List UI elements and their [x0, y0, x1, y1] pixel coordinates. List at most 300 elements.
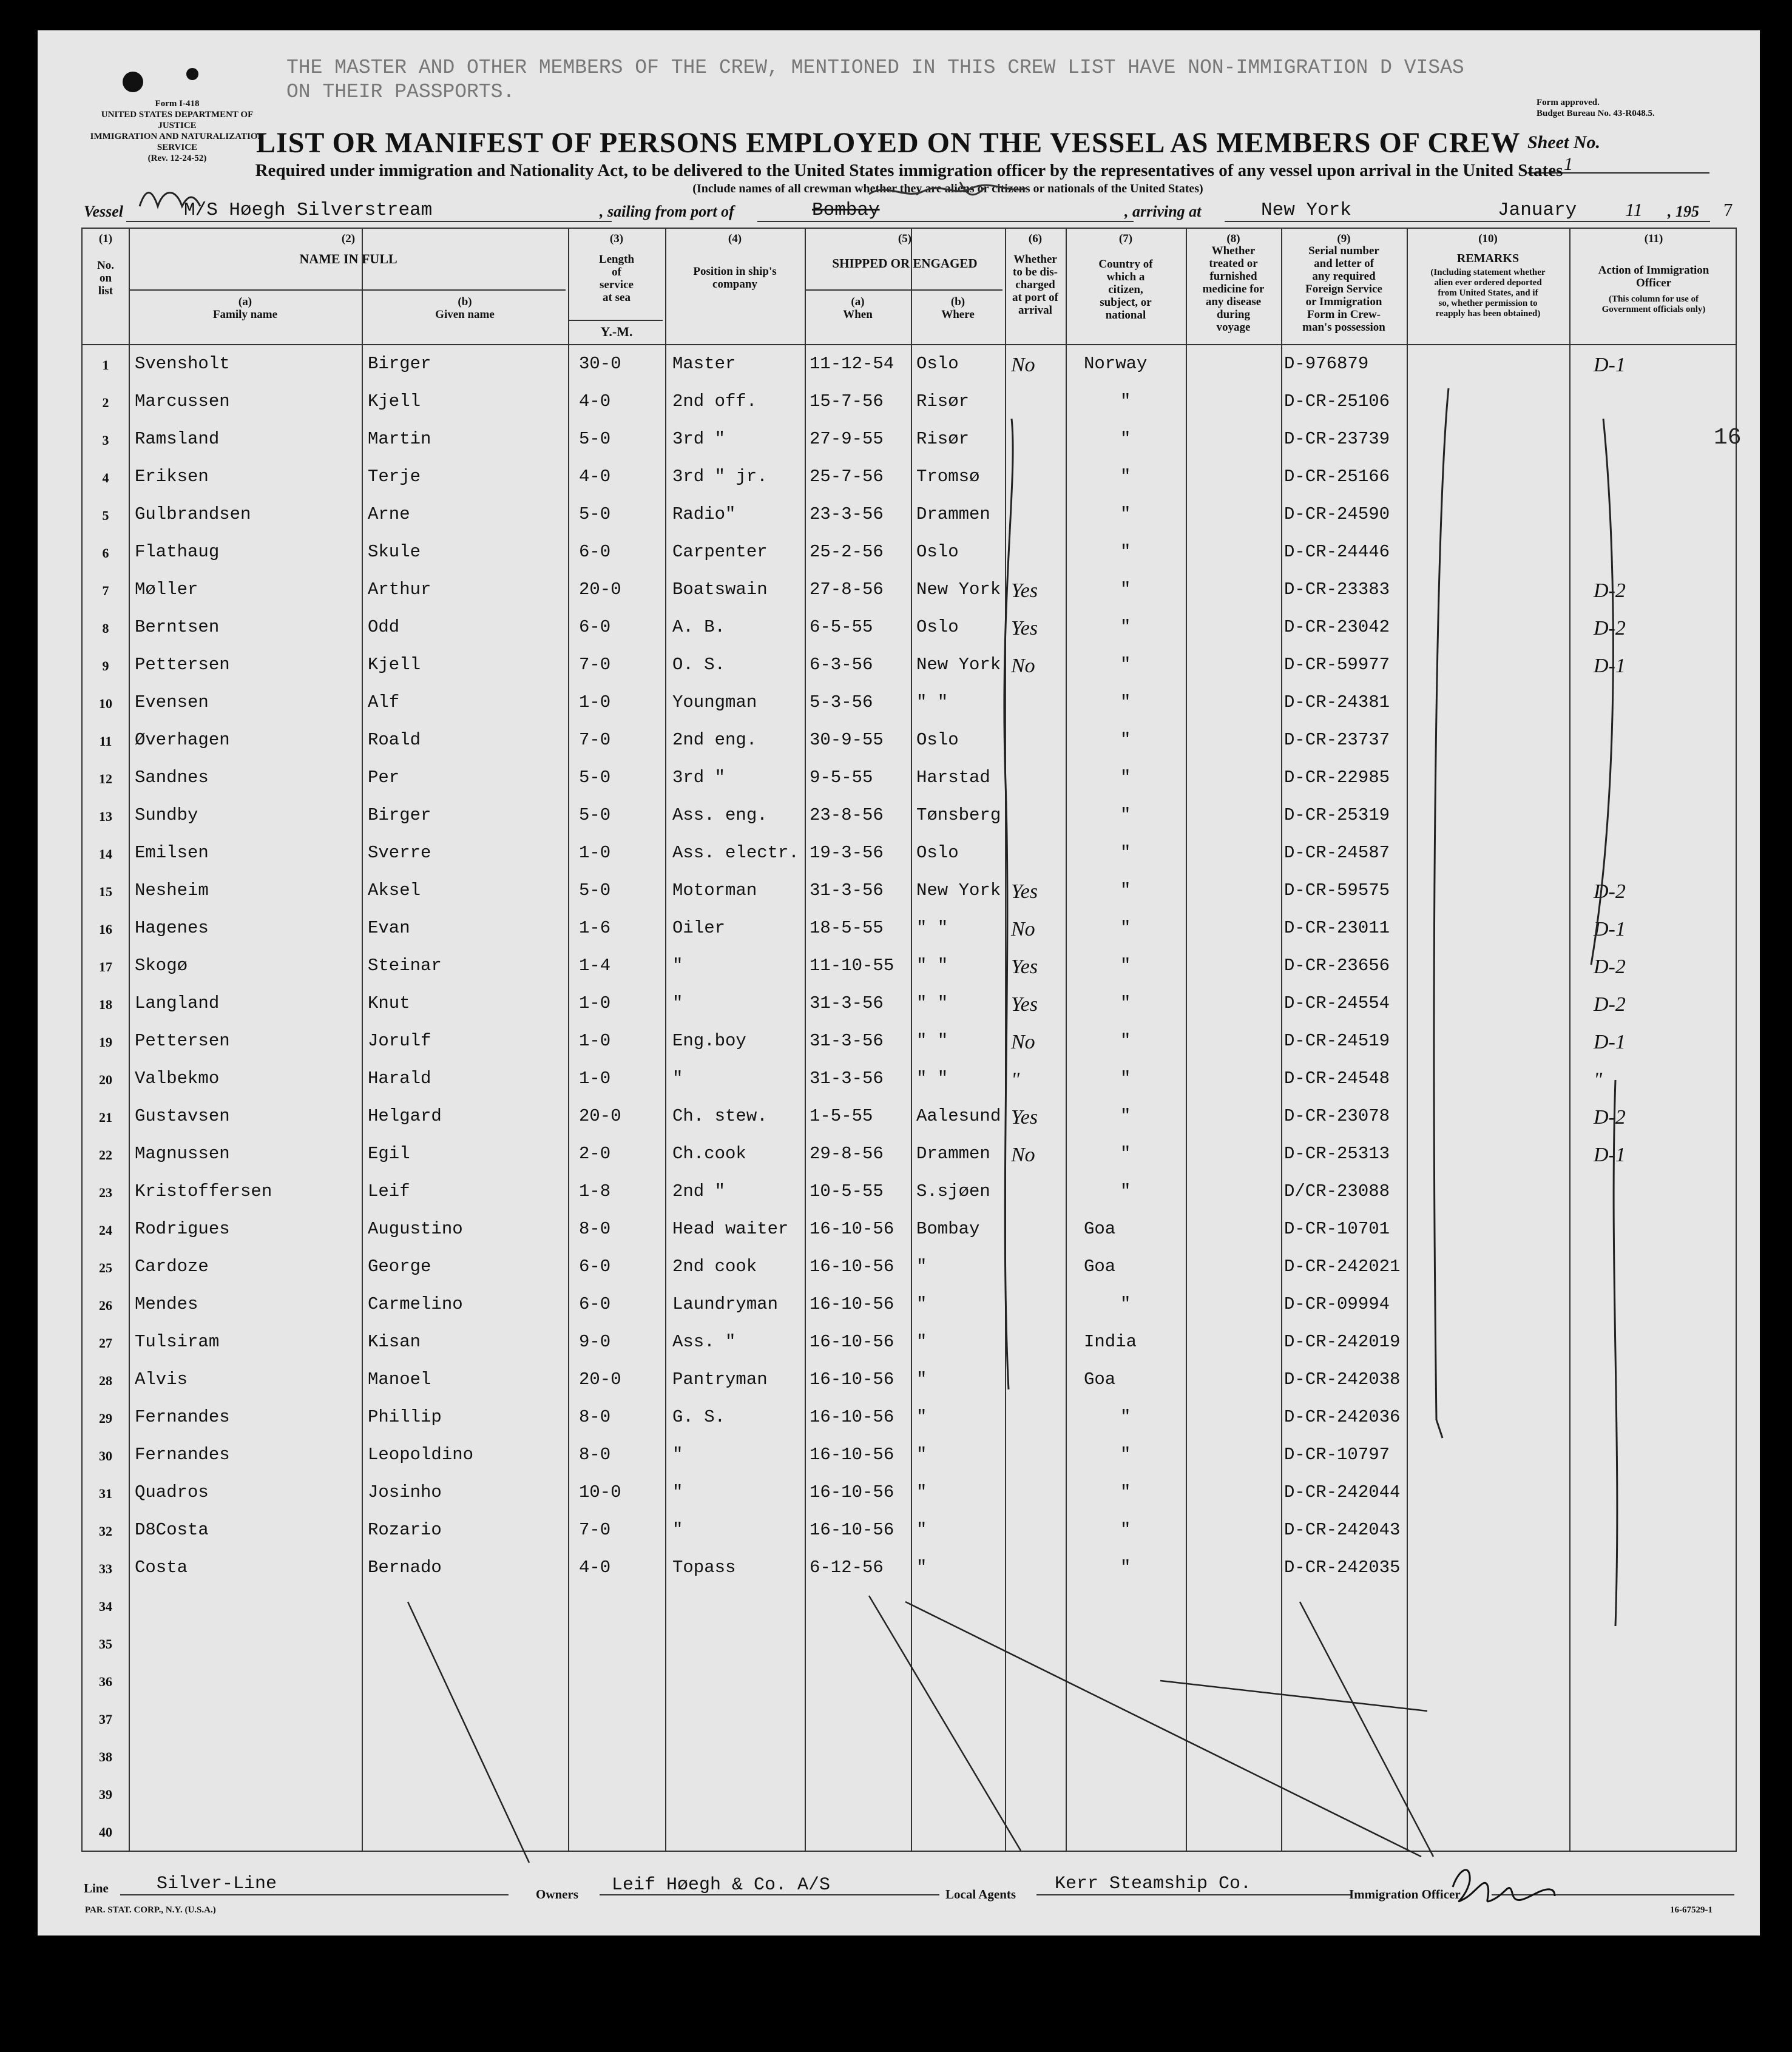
- col6-number: (6): [1028, 232, 1043, 245]
- cell-where: " ": [916, 692, 948, 712]
- vessel-scribble: [140, 193, 200, 207]
- cell-family: Møller: [135, 579, 198, 599]
- form-id: Form I-418 UNITED STATES DEPARTMENT OF JUSTICE IMMIGRATION AND NATURALIZATION SERVICE (Rev. 12-24-52): [90, 99, 265, 163]
- cell-country: ": [1120, 956, 1131, 976]
- cell-when: 25-2-56: [810, 542, 884, 562]
- cell-serial: D-CR-25319: [1284, 805, 1390, 825]
- vessel-line: Vessel M/S Høegh Silverstream , sailing from port of Bombay , arriving at New York January 11 , 195 7: [84, 199, 1733, 221]
- cell-discharge: No: [1011, 354, 1035, 376]
- cell-family: Ramsland: [135, 429, 220, 449]
- cell-service: 4-0: [579, 1558, 611, 1578]
- cell-position: O. S.: [672, 655, 726, 675]
- cell-when: 31-3-56: [810, 1031, 884, 1051]
- cell-family: Pettersen: [135, 655, 230, 675]
- vessel-name: M/S Høegh Silverstream: [184, 200, 433, 221]
- row-number: 26: [99, 1298, 112, 1313]
- col2-number: (2): [341, 232, 356, 245]
- cell-where: Bombay: [916, 1219, 980, 1239]
- include-note: (Include names of all crewman whether they are aliens or citizens or nationals of the United States): [692, 182, 1203, 195]
- cell-country: ": [1120, 918, 1131, 938]
- cell-country: ": [1120, 1106, 1131, 1126]
- col4-header: Position in ship's company: [693, 265, 777, 291]
- cell-serial: D-CR-23739: [1284, 429, 1390, 449]
- cell-service: 2-0: [579, 1144, 611, 1164]
- cell-country: ": [1120, 1558, 1131, 1578]
- cell-country: ": [1120, 768, 1131, 788]
- cell-position: Motorman: [672, 880, 757, 900]
- cell-service: 1-0: [579, 1031, 611, 1051]
- row-number: 10: [99, 696, 112, 711]
- cell-serial: D-CR-242019: [1284, 1332, 1401, 1352]
- cell-country: ": [1120, 1031, 1131, 1051]
- row-number: 32: [99, 1524, 112, 1539]
- ink-marks: [38, 30, 1760, 1936]
- cell-where: Tønsberg: [916, 805, 1001, 825]
- cell-position: 2nd cook: [672, 1257, 757, 1277]
- col1-header: No. on list: [97, 259, 114, 297]
- cell-position: 2nd off.: [672, 391, 757, 411]
- cell-when: 15-7-56: [810, 391, 884, 411]
- cell-action: D-1: [1594, 354, 1626, 376]
- cell-service: 1-0: [579, 692, 611, 712]
- cell-serial: D-CR-24381: [1284, 692, 1390, 712]
- cell-service: 30-0: [579, 354, 621, 374]
- cell-given: Birger: [368, 354, 431, 374]
- cell-action: D-1: [1594, 1144, 1626, 1166]
- cell-given: Martin: [368, 429, 431, 449]
- row-number: 8: [102, 621, 109, 636]
- cell-position: ": [672, 1068, 683, 1088]
- cell-serial: D-CR-24519: [1284, 1031, 1390, 1051]
- cell-service: 10-0: [579, 1482, 621, 1502]
- cell-service: 20-0: [579, 1369, 621, 1389]
- officer-signature: [1453, 1870, 1555, 1902]
- cell-serial: D-CR-59977: [1284, 655, 1390, 675]
- cell-position: ": [672, 1445, 683, 1465]
- row-number: 21: [99, 1110, 112, 1125]
- cell-service: 5-0: [579, 805, 611, 825]
- cell-discharge: Yes: [1011, 880, 1038, 903]
- cell-position: A. B.: [672, 617, 726, 637]
- cell-when: 11-12-54: [810, 354, 894, 374]
- cell-where: ": [916, 1257, 927, 1277]
- cell-when: 31-3-56: [810, 993, 884, 1013]
- cell-given: Carmelino: [368, 1294, 463, 1314]
- cell-given: Arthur: [368, 579, 431, 599]
- cell-service: 6-0: [579, 542, 611, 562]
- action-bracket-2: [1614, 1080, 1617, 1626]
- cell-given: Egil: [368, 1144, 410, 1164]
- printer-credit: PAR. STAT. CORP., N.Y. (U.S.A.): [85, 1905, 216, 1915]
- cell-where: " ": [916, 993, 948, 1013]
- cell-where: ": [916, 1407, 927, 1427]
- col3-number: (3): [609, 232, 624, 245]
- cell-where: Oslo: [916, 730, 959, 750]
- cell-position: Laundryman: [672, 1294, 779, 1314]
- cell-family: Rodrigues: [135, 1219, 230, 1239]
- cell-given: Leopoldino: [368, 1445, 474, 1465]
- row-number: 39: [99, 1787, 112, 1802]
- row-number: 37: [99, 1712, 112, 1727]
- cell-when: 19-3-56: [810, 843, 884, 863]
- cell-country: ": [1120, 1294, 1131, 1314]
- cell-service: 4-0: [579, 391, 611, 411]
- cell-when: 25-7-56: [810, 467, 884, 487]
- cell-where: Oslo: [916, 542, 959, 562]
- cell-given: Arne: [368, 504, 410, 524]
- cell-family: Fernandes: [135, 1407, 230, 1427]
- cell-family: Øverhagen: [135, 730, 230, 750]
- row-number: 9: [102, 658, 109, 673]
- cell-country: ": [1120, 1068, 1131, 1088]
- col8-number: (8): [1226, 232, 1240, 245]
- date-scribble: [869, 182, 1027, 195]
- cell-discharge: Yes: [1011, 1106, 1038, 1129]
- page-title: LIST OR MANIFEST OF PERSONS EMPLOYED ON THE VESSEL AS MEMBERS OF CREW: [256, 127, 1521, 159]
- cell-where: ": [916, 1482, 927, 1502]
- cell-family: Berntsen: [135, 617, 220, 637]
- cell-when: 31-3-56: [810, 1068, 884, 1088]
- form-subtitle: Required under immigration and Nationality Act, to be delivered to the United States immigration officer by the representatives of any vessel upon arrival in the United States: [255, 161, 1563, 180]
- cell-position: ": [672, 1482, 683, 1502]
- row-number: 2: [102, 395, 109, 410]
- col5-header: SHIPPED OR ENGAGED: [832, 256, 978, 271]
- cell-service: 7-0: [579, 1520, 611, 1540]
- cell-discharge: No: [1011, 918, 1035, 940]
- cell-where: Risør: [916, 429, 970, 449]
- cell-family: Pettersen: [135, 1031, 230, 1051]
- discharge-bracket: [1004, 419, 1013, 1389]
- cell-service: 6-0: [579, 1294, 611, 1314]
- cell-given: Steinar: [368, 956, 442, 976]
- cell-discharge: No: [1011, 1031, 1035, 1053]
- cell-position: 3rd " jr.: [672, 467, 768, 487]
- cell-position: Youngman: [672, 692, 757, 712]
- cell-position: Radio": [672, 504, 736, 524]
- cancel-line-5: [1160, 1681, 1427, 1711]
- row-number: 1: [102, 357, 109, 373]
- cell-serial: D-CR-242044: [1284, 1482, 1401, 1502]
- cell-when: 27-9-55: [810, 429, 884, 449]
- cell-country: ": [1120, 617, 1131, 637]
- row-number: 19: [99, 1034, 112, 1050]
- cell-family: Eriksen: [135, 467, 209, 487]
- sheet-number: Sheet No. 1: [1527, 132, 1760, 174]
- cell-serial: D-CR-23011: [1284, 918, 1390, 938]
- cell-service: 5-0: [579, 429, 611, 449]
- cell-position: Boatswain: [672, 579, 768, 599]
- cell-serial: D-CR-23737: [1284, 730, 1390, 750]
- cell-position: ": [672, 1520, 683, 1540]
- col7-header: Country of which a citizen, subject, or national: [1098, 258, 1153, 322]
- row-number: 6: [102, 545, 109, 561]
- cell-serial: D-CR-59575: [1284, 880, 1390, 900]
- cell-when: 18-5-55: [810, 918, 884, 938]
- row-number: 35: [99, 1636, 112, 1652]
- cell-where: ": [916, 1332, 927, 1352]
- cell-given: Leif: [368, 1181, 410, 1201]
- row-number: 22: [99, 1147, 112, 1163]
- cell-family: Tulsiram: [135, 1332, 220, 1352]
- cell-country: ": [1120, 391, 1131, 411]
- col7-number: (7): [1118, 232, 1133, 245]
- cell-position: G. S.: [672, 1407, 726, 1427]
- cell-where: New York: [916, 579, 1001, 599]
- cell-position: Master: [672, 354, 736, 374]
- row-number: 29: [99, 1411, 112, 1426]
- col10-subheader: (Including statement whether alien ever ordered deported from United States, and if so, whether permission to reapply has been obtained): [1430, 268, 1546, 319]
- row-number: 13: [99, 809, 112, 824]
- cell-where: Oslo: [916, 843, 959, 863]
- cell-service: 5-0: [579, 504, 611, 524]
- row-number: 16: [99, 922, 112, 937]
- cell-family: Quadros: [135, 1482, 209, 1502]
- col4-number: (4): [728, 232, 742, 245]
- cell-country: ": [1120, 1407, 1131, 1427]
- row-number: 23: [99, 1185, 112, 1200]
- col6-header: Whether to be dis- charged at port of arrival: [1012, 253, 1058, 317]
- row-number: 18: [99, 997, 112, 1012]
- cancel-line-2: [869, 1596, 1021, 1851]
- cell-serial: D-CR-23078: [1284, 1106, 1390, 1126]
- cell-action: D-2: [1594, 617, 1626, 640]
- cell-service: 1-4: [579, 956, 611, 976]
- cell-serial: D-CR-242036: [1284, 1407, 1401, 1427]
- row-number: 7: [102, 583, 109, 598]
- cell-family: Evensen: [135, 692, 209, 712]
- cell-family: Fernandes: [135, 1445, 230, 1465]
- cell-position: Topass: [672, 1558, 736, 1578]
- cell-serial: D-CR-25106: [1284, 391, 1390, 411]
- form-code: 16-67529-1: [1670, 1905, 1713, 1915]
- cell-where: ": [916, 1558, 927, 1578]
- cell-when: 6-3-56: [810, 655, 873, 675]
- cell-country: Goa: [1084, 1219, 1116, 1239]
- cell-position: Ass. electr.: [672, 843, 799, 863]
- cell-serial: D/CR-23088: [1284, 1181, 1390, 1201]
- cell-service: 8-0: [579, 1407, 611, 1427]
- cell-where: Aalesund: [916, 1106, 1001, 1126]
- cell-where: Oslo: [916, 354, 959, 374]
- row-number: 40: [99, 1824, 112, 1840]
- cell-country: ": [1120, 1445, 1131, 1465]
- cell-action: D-2: [1594, 1106, 1626, 1129]
- cell-family: Alvis: [135, 1369, 188, 1389]
- row-number: 12: [99, 771, 112, 786]
- cell-family: Valbekmo: [135, 1068, 220, 1088]
- row-number: 36: [99, 1674, 112, 1689]
- cell-when: 16-10-56: [810, 1257, 894, 1277]
- cell-given: Knut: [368, 993, 410, 1013]
- cell-service: 7-0: [579, 730, 611, 750]
- cell-action: D-1: [1594, 655, 1626, 677]
- col5a-header: (a) When: [843, 295, 873, 321]
- cell-when: 16-10-56: [810, 1482, 894, 1502]
- cell-family: Kristoffersen: [135, 1181, 272, 1201]
- cell-country: ": [1120, 542, 1131, 562]
- row-number: 34: [99, 1599, 112, 1614]
- cell-when: 16-10-56: [810, 1219, 894, 1239]
- cell-when: 27-8-56: [810, 579, 884, 599]
- manifest-sheet: [38, 30, 1760, 1936]
- cell-when: 23-3-56: [810, 504, 884, 524]
- cell-given: George: [368, 1257, 431, 1277]
- cell-serial: D-CR-10701: [1284, 1219, 1390, 1239]
- cell-service: 1-0: [579, 1068, 611, 1088]
- cell-position: Ch.cook: [672, 1144, 746, 1164]
- cell-country: ": [1120, 843, 1131, 863]
- cell-where: " ": [916, 1068, 948, 1088]
- cell-where: ": [916, 1520, 927, 1540]
- cell-country: ": [1120, 692, 1131, 712]
- cell-country: ": [1120, 429, 1131, 449]
- cell-position: Oiler: [672, 918, 726, 938]
- row-number: 20: [99, 1072, 112, 1087]
- cell-service: 6-0: [579, 617, 611, 637]
- cell-serial: D-CR-25166: [1284, 467, 1390, 487]
- cell-family: Langland: [135, 993, 220, 1013]
- approval-note: Form approved. Budget Bureau No. 43-R048.5.: [1537, 98, 1655, 118]
- cell-position: Ass. eng.: [672, 805, 768, 825]
- cell-family: Mendes: [135, 1294, 198, 1314]
- cell-serial: D-CR-24554: [1284, 993, 1390, 1013]
- cell-when: 5-3-56: [810, 692, 873, 712]
- cell-where: New York: [916, 655, 1001, 675]
- cell-service: 1-0: [579, 993, 611, 1013]
- cell-when: 1-5-55: [810, 1106, 873, 1126]
- row-number: 11: [99, 734, 112, 749]
- col2-header: NAME IN FULL: [299, 251, 397, 266]
- cell-position: Head waiter: [672, 1219, 789, 1239]
- cell-action: D-2: [1594, 579, 1626, 602]
- cell-country: ": [1120, 1144, 1131, 1164]
- cell-when: 16-10-56: [810, 1520, 894, 1540]
- cell-country: India: [1084, 1332, 1137, 1352]
- cell-service: 5-0: [579, 880, 611, 900]
- row-number: 14: [99, 846, 112, 862]
- row-number: 33: [99, 1561, 112, 1576]
- cell-discharge: ": [1011, 1068, 1020, 1091]
- cell-serial: D-CR-23042: [1284, 617, 1390, 637]
- cell-family: Costa: [135, 1558, 188, 1578]
- cell-where: Risør: [916, 391, 970, 411]
- cell-given: Kjell: [368, 655, 421, 675]
- cell-country: ": [1120, 655, 1131, 675]
- cancel-line-1: [408, 1602, 529, 1863]
- cell-where: " ": [916, 918, 948, 938]
- manifest-footer: Line Silver-Line Owners Leif Høegh & Co. A/S Local Agents Kerr Steamship Co. Immigration Officer: [84, 1863, 1734, 1911]
- cell-action: D-2: [1594, 956, 1626, 978]
- cell-when: 16-10-56: [810, 1294, 894, 1314]
- cell-action: ": [1594, 1068, 1603, 1091]
- cell-family: Cardoze: [135, 1257, 209, 1277]
- action-bracket: [1591, 419, 1613, 965]
- cell-given: Manoel: [368, 1369, 431, 1389]
- cell-when: 16-10-56: [810, 1445, 894, 1465]
- cell-service: 20-0: [579, 1106, 621, 1126]
- cell-when: 10-5-55: [810, 1181, 884, 1201]
- cell-family: Flathaug: [135, 542, 220, 562]
- cell-given: Sverre: [368, 843, 431, 863]
- cell-position: 3rd ": [672, 429, 726, 449]
- cell-given: Evan: [368, 918, 410, 938]
- cell-family: D8Costa: [135, 1520, 209, 1540]
- cell-given: Kisan: [368, 1332, 421, 1352]
- remarks-bracket: [1434, 388, 1449, 1438]
- cell-action: D-1: [1594, 918, 1626, 940]
- col11-number: (11): [1644, 232, 1663, 245]
- row-number: 15: [99, 884, 112, 899]
- cell-country: ": [1120, 880, 1131, 900]
- cell-serial: D-CR-22985: [1284, 768, 1390, 788]
- cell-where: " ": [916, 1031, 948, 1051]
- cell-family: Sundby: [135, 805, 198, 825]
- cell-family: Skogø: [135, 956, 188, 976]
- cell-action: D-2: [1594, 993, 1626, 1016]
- agents-value: Kerr Steamship Co.: [1055, 1874, 1252, 1894]
- cell-given: Kjell: [368, 391, 421, 411]
- cell-discharge: Yes: [1011, 617, 1038, 640]
- sailing-port: Bombay: [812, 200, 880, 221]
- cell-family: Hagenes: [135, 918, 209, 938]
- cell-serial: D-CR-24446: [1284, 542, 1390, 562]
- col5-number: (5): [898, 232, 912, 245]
- cell-family: Emilsen: [135, 843, 209, 863]
- cell-given: Josinho: [368, 1482, 442, 1502]
- cell-family: Gulbrandsen: [135, 504, 251, 524]
- cell-position: ": [672, 993, 683, 1013]
- col3-subheader: Y.-M.: [600, 324, 633, 339]
- cell-when: 6-5-55: [810, 617, 873, 637]
- cell-family: Sandnes: [135, 768, 209, 788]
- col2b-header: (b) Given name: [435, 295, 495, 321]
- cell-country: ": [1120, 504, 1131, 524]
- cell-country: ": [1120, 467, 1131, 487]
- row-number: 30: [99, 1448, 112, 1463]
- cell-service: 1-8: [579, 1181, 611, 1201]
- row-number: 28: [99, 1373, 112, 1388]
- arriving-port: New York: [1261, 200, 1351, 221]
- cell-serial: D-CR-24590: [1284, 504, 1390, 524]
- cell-given: Augustino: [368, 1219, 463, 1239]
- cell-where: New York: [916, 880, 1001, 900]
- cell-given: Skule: [368, 542, 421, 562]
- row-number: 3: [102, 433, 109, 448]
- cell-service: 1-6: [579, 918, 611, 938]
- cell-discharge: No: [1011, 1144, 1035, 1166]
- cell-discharge: No: [1011, 655, 1035, 677]
- cell-country: ": [1120, 805, 1131, 825]
- col10-header: REMARKS: [1456, 252, 1520, 265]
- col9-number: (9): [1337, 232, 1351, 245]
- cell-position: 2nd ": [672, 1181, 726, 1201]
- cell-when: 31-3-56: [810, 880, 884, 900]
- cell-where: ": [916, 1445, 927, 1465]
- cell-country: ": [1120, 1520, 1131, 1540]
- cell-when: 11-10-55: [810, 956, 894, 976]
- cell-serial: D-CR-242035: [1284, 1558, 1401, 1578]
- cell-country: ": [1120, 1482, 1131, 1502]
- cell-position: Ch. stew.: [672, 1106, 768, 1126]
- cell-position: Carpenter: [672, 542, 768, 562]
- cell-service: 6-0: [579, 1257, 611, 1277]
- cancel-line-3: [905, 1602, 1421, 1857]
- cell-position: 3rd ": [672, 768, 726, 788]
- cell-country: Norway: [1084, 354, 1148, 374]
- col2a-header: (a) Family name: [212, 295, 278, 321]
- row-number: 27: [99, 1335, 112, 1351]
- cell-service: 7-0: [579, 655, 611, 675]
